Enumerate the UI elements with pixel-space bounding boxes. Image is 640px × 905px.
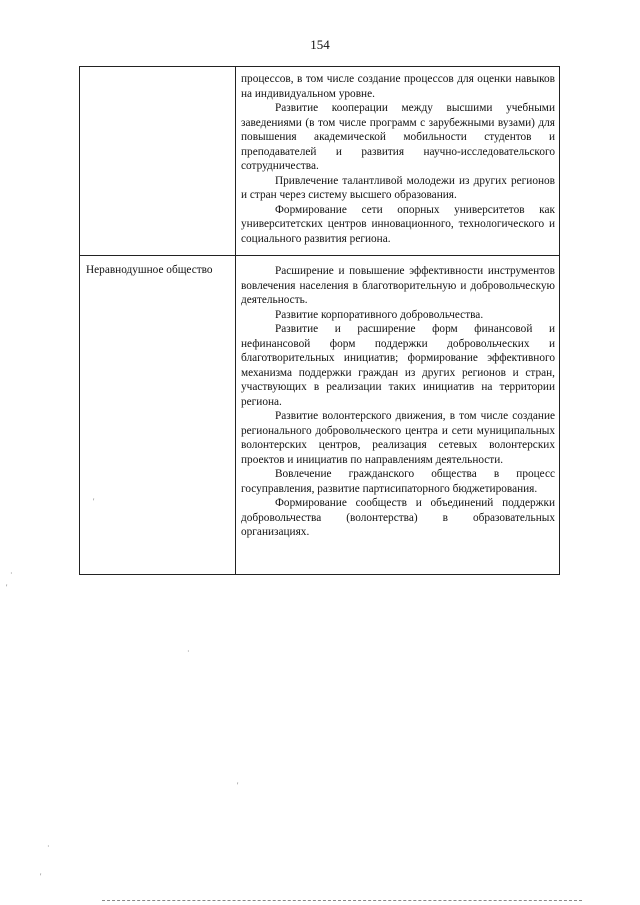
scan-speck: · (10, 569, 13, 578)
table-row (80, 67, 560, 256)
scan-speck: · (187, 647, 190, 656)
strategy-table (79, 66, 560, 575)
scan-speck: ' (6, 583, 8, 592)
paragraph: Расширение и повышение эффективности инструментов вовлечения населения в благотворительную и добровольческую деятельность. (241, 265, 555, 306)
paragraph: Развитие и расширение форм финансовой и нефинансовой форм поддержки добровольческих и благотворительных инициатив; формирование эффективного механизма поддержки граждан из других регионов и стран, участвующих в реализации таких инициатив на территории региона. (241, 323, 555, 408)
scan-speck: ' (93, 497, 95, 506)
paragraph: процессов, в том числе создание процессов для оценки навыков на индивидуальном уровне. (241, 73, 555, 100)
row-content-cell (236, 67, 560, 256)
paragraph: Формирование сети опорных университетов как университетских центров инновационного, технологического и социального развития региона. (241, 203, 555, 245)
page-number: 154 (310, 37, 330, 52)
scan-edge-line (102, 900, 582, 902)
scan-speck: · (47, 842, 50, 851)
row-title-cell: Неравнодушное общество (80, 256, 236, 575)
row-content-cell (236, 256, 560, 575)
scan-speck: ' (237, 781, 239, 790)
paragraph: Развитие волонтерского движения, в том числе создание регионального добровольческого центра и сети муниципальных волонтерских центров, реализация сетевых волонтерских проектов и инициатив по направлениям деятельности. (241, 410, 555, 466)
row-title-cell (80, 67, 236, 256)
paragraph: Развитие кооперации между высшими учебными заведениями (в том числе программ с зарубежными вузами) для повышения академической мобильности студентов и преподавателей и развития научно-исследовательского сотрудничества. (241, 102, 555, 172)
table-row (80, 256, 560, 575)
scan-speck: ' (40, 872, 42, 881)
paragraph: Вовлечение гражданского общества в процесс госуправления, развитие партисипаторного бюджетирования. (241, 468, 555, 495)
paragraph: Развитие корпоративного добровольчества. (275, 308, 484, 321)
paragraph: Формирование сообществ и объединений поддержки добровольчества (волонтерства) в образовательных организациях. (241, 497, 555, 538)
paragraph: Привлечение талантливой молодежи из других регионов и стран через систему высшего образования. (241, 174, 555, 201)
